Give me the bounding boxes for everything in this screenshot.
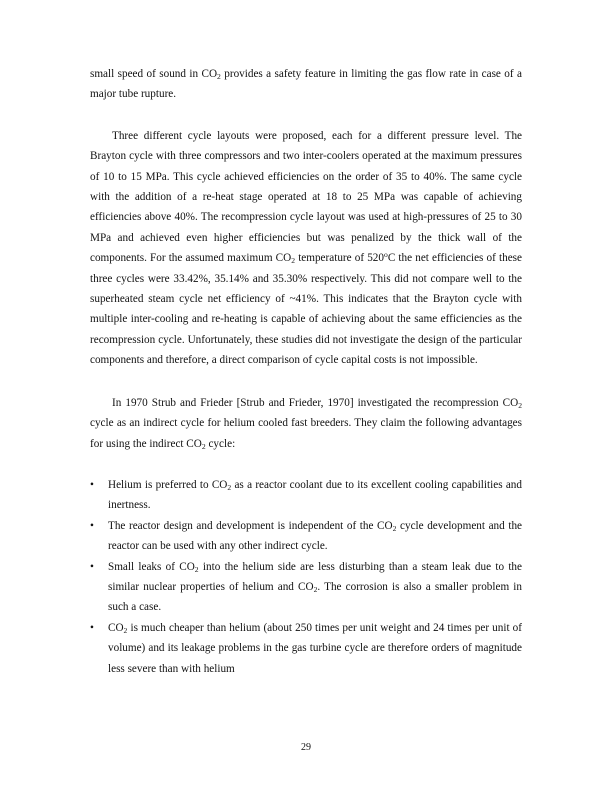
- text-run: provides a safety feature in limiting the gas flow rate in case of a major tube rupture.: [90, 68, 522, 101]
- text-run: cycle:: [205, 437, 236, 450]
- text-run: into the helium side are less disturbing than a steam leak due to the similar nuclear properties of helium and CO: [108, 560, 522, 593]
- text-run: . The corrosion is also a smaller problem in such a case.: [108, 580, 523, 614]
- text-run: In 1970 Strub and Frieder [Strub and Frieder, 1970] investigated the recompression CO: [112, 396, 519, 409]
- paragraph-2: [90, 126, 522, 371]
- list-item: [90, 618, 522, 679]
- subscript: 2: [123, 625, 128, 635]
- text-run: is much cheaper than helium (about 250 times per unit weight and 24 times per unit of volume) and its leakage problems in the gas turbine cycle are therefore orders of magnitude less severe than with helium: [108, 621, 522, 675]
- paragraph-3: [90, 393, 522, 454]
- bullet-icon: •: [90, 621, 94, 634]
- bullet-icon: •: [90, 519, 94, 532]
- subscript: 2: [194, 564, 199, 574]
- subscript: 2: [392, 523, 397, 533]
- text-run: temperature of 520: [295, 252, 384, 265]
- text-run: The reactor design and development is independent of the CO: [108, 519, 393, 532]
- text-run: cycle development and the reactor can be used with any other indirect cycle.: [108, 519, 522, 553]
- bullet-icon: •: [90, 560, 94, 573]
- text-run: cycle as an indirect cycle for helium cooled fast breeders. They claim the following advantages for using the indirect CO: [90, 417, 522, 450]
- superscript: o: [384, 250, 388, 260]
- text-run: as a reactor coolant due to its excellent cooling capabilities and inertness.: [108, 478, 522, 512]
- paragraph-1: [90, 64, 522, 105]
- text-run: Small leaks of CO: [108, 560, 195, 573]
- advantages-list: [90, 475, 522, 679]
- subscript: 2: [227, 482, 232, 492]
- list-item: [90, 475, 522, 516]
- text-run: Helium is preferred to CO: [108, 478, 228, 491]
- text-run: Three different cycle layouts were proposed, each for a different pressure level. The Brayton cycle with three compressors and two inter-coolers operated at the maximum pressures of 10 to 15 MPa. This cycle achieved efficiencies on the order of 35 to 40%. The same cycle with the addition of a re-heat stage operated at 18 to 25 MPa was capable of achieving efficiencies above 40%. The recompression cycle layout was used at high-pressures of 25 to 30 MPa and achieved even higher efficiencies but was penalized by the thick wall of the components. For the assumed maximum CO: [90, 129, 522, 265]
- list-item: [90, 557, 522, 618]
- list-item: [90, 516, 522, 557]
- subscript: 2: [217, 71, 221, 81]
- subscript: 2: [518, 400, 522, 410]
- text-run: CO: [108, 621, 124, 634]
- bullet-icon: •: [90, 478, 94, 491]
- text-run: small speed of sound in CO: [90, 68, 218, 80]
- subscript: 2: [201, 441, 206, 451]
- page-number: 29: [301, 742, 311, 753]
- subscript: 2: [291, 256, 296, 266]
- subscript: 2: [313, 584, 318, 594]
- text-run: C the net efficiencies of these three cycles were 33.42%, 35.14% and 35.30% respectively. This did not compare well to the superheated steam cycle net efficiency of ~41%. This indicates that the Brayton cycle with multiple inter-cooling and re-heating is capable of achieving about the same efficiencies as the recompression cycle. Unfortunately, these studies did not investigate the design of the particular components and therefore, a direct comparison of cycle capital costs is not impossible.: [90, 252, 522, 367]
- page-body: [90, 64, 522, 679]
